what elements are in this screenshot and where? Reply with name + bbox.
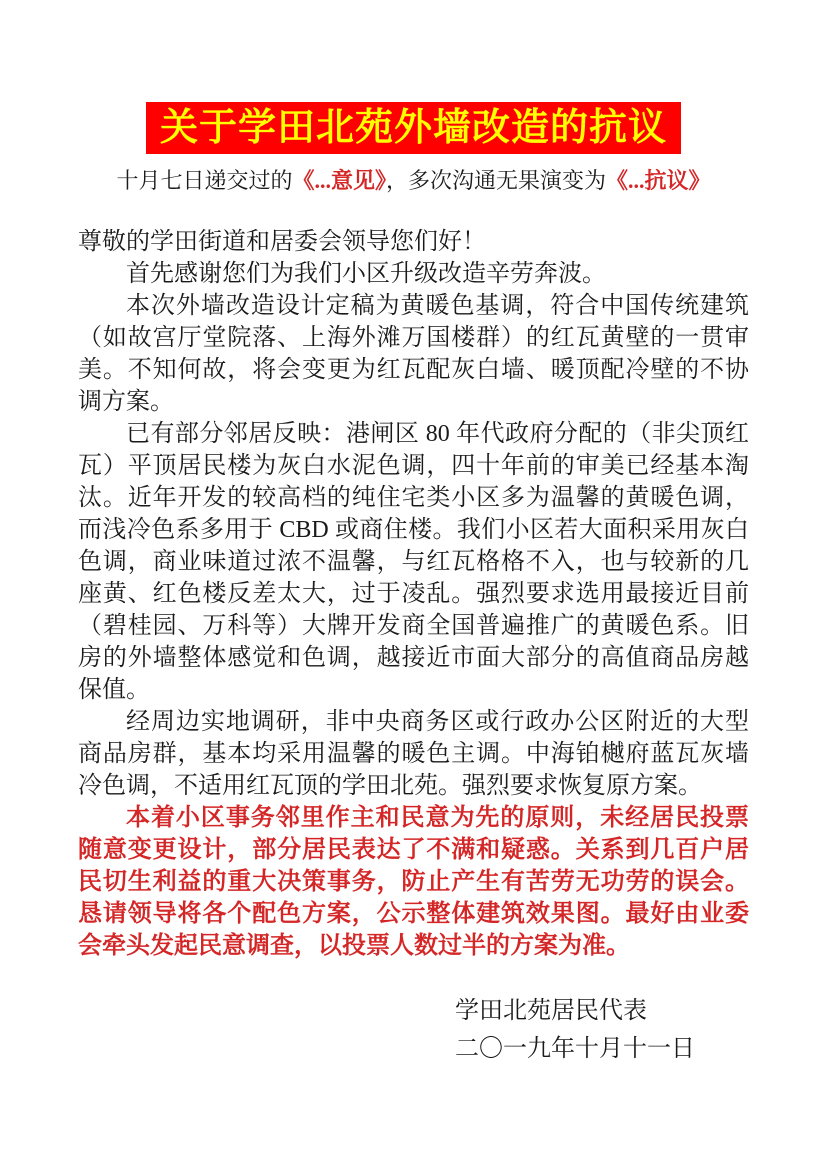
signature-date: 二〇一九年十月十一日 xyxy=(455,1036,695,1063)
letter-body xyxy=(78,226,749,1068)
title-section xyxy=(0,0,827,154)
paragraph-neighbor-feedback: 已有部分邻居反映：港闸区 80 年代政府分配的（非尖顶红瓦）平顶居民楼为灰白水泥色调，四十年前的审美已经基本淘汰。近年开发的较高档的纯住宅类小区多为温馨的黄暖色调，而浅冷色系多用于 CBD 或商住楼。我们小区若大面积采用灰白色调，商业味道过浓不温馨，与红瓦格格不入，也与较新的几座黄、红色楼反差太大，过于凌乱。强烈要求选用最接近目前（碧桂园、万科等）大牌开发商全国普遍推广的黄暖色系。旧房的外墙整体感觉和色调，越接近市面大部分的高值商品房越保值。 xyxy=(78,421,749,704)
paragraph-appeal: 本着小区事务邻里作主和民意为先的原则，未经居民投票随意变更设计，部分居民表达了不满和疑惑。关系到几百户居民切生利益的重大决策事务，防止产生有苦劳无功劳的误会。恳请领导将各个配色方案，公示整体建筑效果图。最好由业委会牵头发起民意调查，以投票人数过半的方案为准。 xyxy=(78,805,749,960)
signature-block xyxy=(78,992,749,1068)
subtitle-middle: ，多次沟通无果演变为 xyxy=(386,168,607,194)
paragraph-original-design: 本次外墙改造设计定稿为黄暖色基调，符合中国传统建筑（如故宫厅堂院落、上海外滩万国楼群）的红瓦黄壁的一贯审美。不知何故，将会变更为红瓦配灰白墙、暖顶配冷壁的不协调方案。 xyxy=(78,293,749,416)
greeting-line: 尊敬的学田街道和居委会领导您们好！ xyxy=(78,229,486,256)
paragraph-thanks: 首先感谢您们为我们小区升级改造辛劳奔波。 xyxy=(126,261,606,288)
subtitle-line xyxy=(0,166,827,196)
paragraph-field-research: 经周边实地调研，非中央商务区或行政办公区附近的大型商品房群，基本均采用温馨的暖色主调。中海铂樾府蓝瓦灰墙冷色调，不适用红瓦顶的学田北苑。强烈要求恢复原方案。 xyxy=(78,709,749,800)
subtitle-doc-ref-opinion: 《...意见》 xyxy=(292,168,386,194)
subtitle-prefix: 十月七日递交过的 xyxy=(116,168,293,194)
subtitle-doc-ref-protest: 《...抗议》 xyxy=(606,168,711,194)
signature-signer: 学田北苑居民代表 xyxy=(455,998,647,1025)
document-title: 关于学田北苑外墙改造的抗议 xyxy=(146,102,681,154)
